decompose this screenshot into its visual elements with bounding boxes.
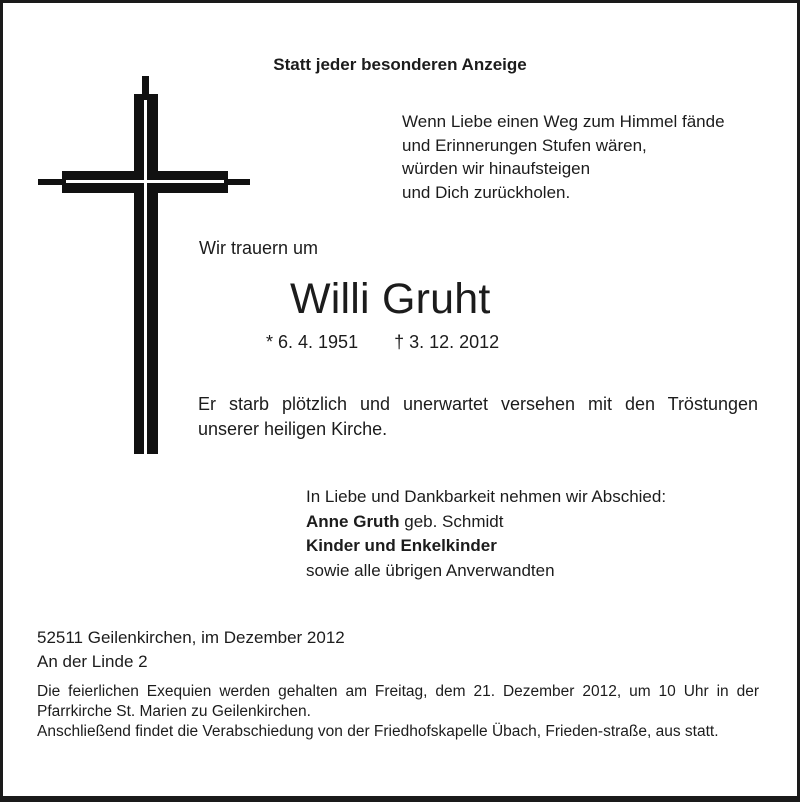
street-address: An der Linde 2 <box>37 652 148 671</box>
poem-line: Wenn Liebe einen Weg zum Himmel fände <box>402 112 725 131</box>
poem <box>402 110 725 204</box>
mourner-family: Kinder und Enkelkinder <box>306 536 497 555</box>
spouse-note: geb. Schmidt <box>404 511 504 531</box>
poem-line: würden wir hinaufsteigen <box>402 159 591 178</box>
header-title: Statt jeder besonderen Anzeige <box>273 55 527 74</box>
poem-line: und Erinnerungen Stufen wären, <box>402 135 647 155</box>
deceased-name: Willi Gruht <box>290 275 491 323</box>
death-notice-text: Er starb plötzlich und unerwartet versehen mit den Tröstungen unserer heiligen Kirche. <box>198 394 758 439</box>
place-date: 52511 Geilenkirchen, im Dezember 2012 <box>37 628 345 647</box>
mourner-spouse <box>306 510 666 535</box>
signoff <box>306 485 666 583</box>
address-block <box>37 626 345 674</box>
intro-text: Wir trauern um <box>199 238 319 258</box>
service-text: Die feierlichen Exequien werden gehalten am Freitag, dem 21. Dezember 2012, um 10 Uhr in der Pfarrkirche St. Marien zu Geilenkirchen. <box>37 683 759 720</box>
life-dates <box>266 332 499 353</box>
poem-line: und Dich zurückholen. <box>402 182 571 202</box>
signoff-intro: In Liebe und Dankbarkeit nehmen wir Abschied: <box>306 487 667 506</box>
funeral-info <box>37 682 759 742</box>
farewell-text: Anschließend findet die Verabschiedung von der Friedhofskapelle Übach, Frieden-straße, aus statt. <box>37 723 719 740</box>
death-date: † 3. 12. 2012 <box>394 332 500 352</box>
birth-date: * 6. 4. 1951 <box>266 332 359 352</box>
spouse-name: Anne Gruth <box>306 511 400 531</box>
mourner-others: sowie alle übrigen Anverwandten <box>306 560 555 580</box>
